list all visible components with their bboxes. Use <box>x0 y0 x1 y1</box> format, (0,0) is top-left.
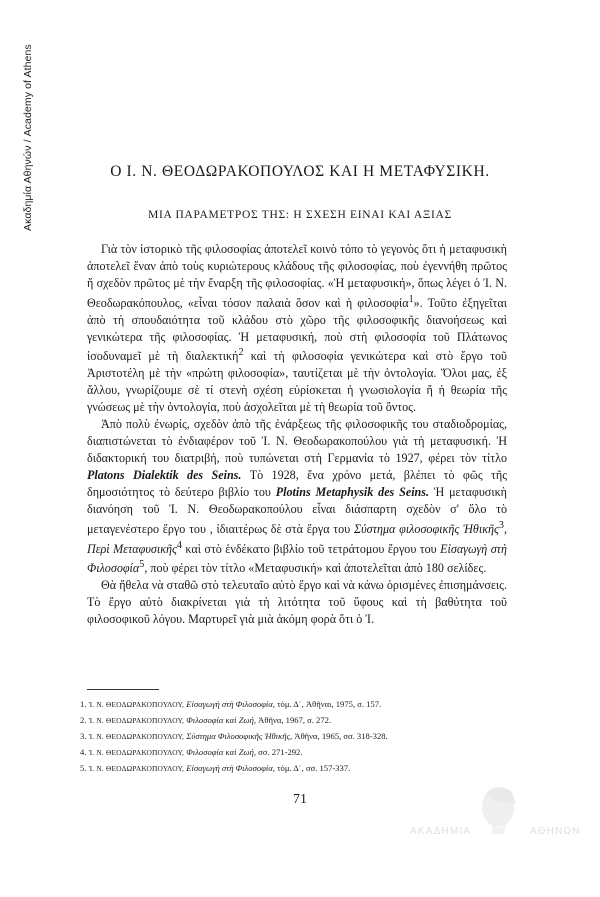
text-run: Γιὰ τὸν ἱστορικὸ τῆς φιλοσοφίας ἀποτελεῖ κοινὸ τόπο τὸ γεγονὸς ὅτι ἡ μεταφυσικὴ ἀποτελεῖ ἕναν ἀπὸ τοὺς κυριώτερους κλάδους τῆς φιλοσοφίας, ποὺ ἐγεννήθη πρῶτος ἤ σχεδὸν πρῶτος μὲ τὴν ἔναρξη τῆς φιλοσοφίας. «Ἡ μεταφυσική», ὅπως λέγει ὁ Ἰ. Ν. Θεοδωρακόπουλος, «εἶναι τόσον παλαιὰ ὅσον καὶ ἡ φιλοσοφία <box>87 242 507 310</box>
page-subtitle: ΜΙΑ ΠΑΡΑΜΕΤΡΟΣ ΤΗΣ: Η ΣΧΕΣΗ ΕΙΝΑΙ ΚΑΙ ΑΞΙΑΣ <box>148 209 452 221</box>
paragraph-3: Θὰ ἤθελα νὰ σταθῶ στὸ τελευταῖο αὐτὸ ἔργο καὶ νὰ κάνω ὁρισμένες ἐπισημάνσεις. Τὸ ἔργο αὐτὸ διακρίνεται γιὰ τὴ λιτότητα τοῦ ὕφους καὶ τὴ βαθύτητα τοῦ φιλοσοφικοῦ λόγου. Μαρτυρεῖ γιὰ μιὰ ἀκόμη φορὰ ὅτι ὁ Ἰ. <box>87 578 507 627</box>
book-title: Platons Dialektik des Seins. <box>87 467 242 482</box>
footnotes <box>80 697 520 777</box>
archive-side-label: Ακαδημία Αθηνών / Academy of Athens <box>22 44 34 231</box>
footnote-number: 1. <box>80 699 87 709</box>
footnote-number: 4. <box>80 746 87 757</box>
footnote-number: 3. <box>80 730 87 741</box>
footnote-ref: 3 <box>498 519 504 531</box>
paragraph-2 <box>87 416 507 577</box>
footnote-ref: 1 <box>408 293 414 305</box>
text-run: , <box>503 521 507 536</box>
text-run: Ἡ μεταφυσικὴ διανόηση τοῦ Ἰ. Ν. Θεοδωρακοπούλου εἶναι διάσπαρτη σχεδὸν σ' ὅλο τὸ μεταγενέστερο ἔργο του , ἰδιαιτέρως δὲ στὰ ἔργα του <box>87 484 507 536</box>
footnote-number: 5. <box>80 762 87 773</box>
athena-head-icon <box>430 780 600 850</box>
text-run: καὶ στὸ ἑνδέκατο βιβλίο τοῦ τετράτομου ἔργου του <box>181 541 441 556</box>
footnote <box>80 729 520 745</box>
footnote-author: Ἰ. Ν. ΘΕΟΔΩΡΑΚΟΠΟΥΛΟΥ, <box>88 747 185 757</box>
footnote-author: Ἰ. Ν. ΘΕΟΔΩΡΑΚΟΠΟΥΛΟΥ, <box>88 763 185 773</box>
footnote-work: Φιλοσοφία καὶ Ζωή, <box>186 714 256 725</box>
book-title: Εἰσαγωγὴ στὴ Φιλοσοφία <box>87 541 507 576</box>
book-title: Περὶ Μεταφυσικῆς <box>87 541 177 556</box>
footnote-author: Ἰ. Ν. ΘΕΟΔΩΡΑΚΟΠΟΥΛΟΥ, <box>88 715 185 725</box>
footnote-author: Ἰ. Ν. ΘΕΟΔΩΡΑΚΟΠΟΥΛΟΥ, <box>88 731 185 741</box>
text-run: Ἀπὸ πολὺ ἐνωρίς, σχεδὸν ἀπὸ τῆς ἐνάρξεως τῆς φιλοσοφικῆς του σταδιοδρομίας, διαπιστώνεται τὸ ἐνδιαφέρον τοῦ Ἰ. Ν. Θεοδωρακοπούλου γιὰ τὴ μεταφυσική. Ἡ διδακτορική του διατριβή, ποὺ τυπώνεται στὴ Γερμανία τὸ 1927, φέρει τὸν τίτλο <box>87 417 507 465</box>
footnote-ref: 4 <box>176 539 182 551</box>
text-run: Τὸ 1928, ἕνα χρόνο μετά, βλέπει τὸ φῶς τῆς δημοσιότητος τὸ δεύτερο βιβλίο του <box>87 467 507 499</box>
text-run: ». Τοῦτο ἐξηγεῖται ἀπὸ τὴ σπουδαιότητα τοῦ κλάδου στὸ χῶρο τῆς φιλοσοφικῆς διανοήσεως καὶ γενικώτερα τῆς φιλοσοφίας. Ἡ μεταφυσική, ποὺ στὴ φιλοσοφία τοῦ Πλάτωνος ἰσοδυναμεῖ μὲ τὴ διαλεκτική <box>87 295 507 364</box>
footnote <box>80 697 520 713</box>
footnote-work: Εἰσαγωγὴ στὴ Φιλοσοφία, <box>186 699 275 709</box>
footnote-work: Φιλοσοφία καὶ Ζωή, <box>186 746 256 757</box>
footnote-details: τόμ. Δ΄, σσ. 157-337. <box>277 762 351 773</box>
footnote-details: σσ. 271-292. <box>258 746 303 757</box>
footnote-details: τόμ. Δ΄, Ἀθῆναι, 1975, σ. 157. <box>277 699 382 709</box>
paragraph-1 <box>87 241 507 416</box>
footnote-details: Ἀθῆνα, 1967, σ. 272. <box>258 714 332 725</box>
footnote <box>80 713 520 729</box>
text-run: καὶ τὴ φιλοσοφία γενικώτερα καὶ στὸ ἔργο τοῦ Ἀριστοτέλη μὲ τὴν «πρώτη φιλοσοφία», ταυτίζεται μὲ τὴν ὀντολογία. Ὅλοι μας, ἐξ ἄλλου, γνωρίζουμε σὲ τί στενὴ σχέση εὑρίσκεται ἡ γνωσιολογία ἤ ἡ θεωρία τῆς γνώσεως μὲ τὴν ὀντολογία, ποὺ ἀσχολεῖται μὲ τὴ θεωρία τοῦ ὄντος. <box>87 349 507 415</box>
watermark-text-right: ΑΘΗΝΩΝ <box>530 826 581 837</box>
footnote-work: Σύστημα Φιλοσοφικῆς Ἠθικῆς, <box>186 730 293 741</box>
footnote <box>80 745 520 761</box>
body-text <box>87 241 507 628</box>
footnote-ref: 2 <box>238 347 244 359</box>
footnote <box>80 761 520 777</box>
page-number: 71 <box>293 792 307 807</box>
footnote-ref: 5 <box>139 559 145 571</box>
watermark-text-left: ΑΚΑΔΗΜΙΑ <box>410 826 472 837</box>
book-title: Plotins Metaphysik des Seins. <box>275 484 430 499</box>
footnote-work: Εἰσαγωγὴ στὴ Φιλοσοφία, <box>186 762 275 773</box>
footnote-details: Ἀθῆνα, 1965, σσ. 318-328. <box>294 730 388 741</box>
footnote-number: 2. <box>80 714 87 725</box>
footnote-author: Ἰ. Ν. ΘΕΟΔΩΡΑΚΟΠΟΥΛΟΥ, <box>88 700 185 709</box>
book-title: Σύστημα φιλοσοφικῆς Ἠθικῆς <box>353 521 499 536</box>
text-run: , ποὺ φέρει τὸν τίτλο «Μεταφυσική» καὶ ἀποτελεῖται ἀπὸ 180 σελίδες. <box>144 561 487 576</box>
footnote-divider <box>87 689 159 690</box>
academy-watermark <box>410 780 600 850</box>
page-title: Ο Ι. Ν. ΘΕΟΔΩΡΑΚΟΠΟΥΛΟΣ ΚΑΙ Η ΜΕΤΑΦΥΣΙΚΗ. <box>110 163 490 180</box>
